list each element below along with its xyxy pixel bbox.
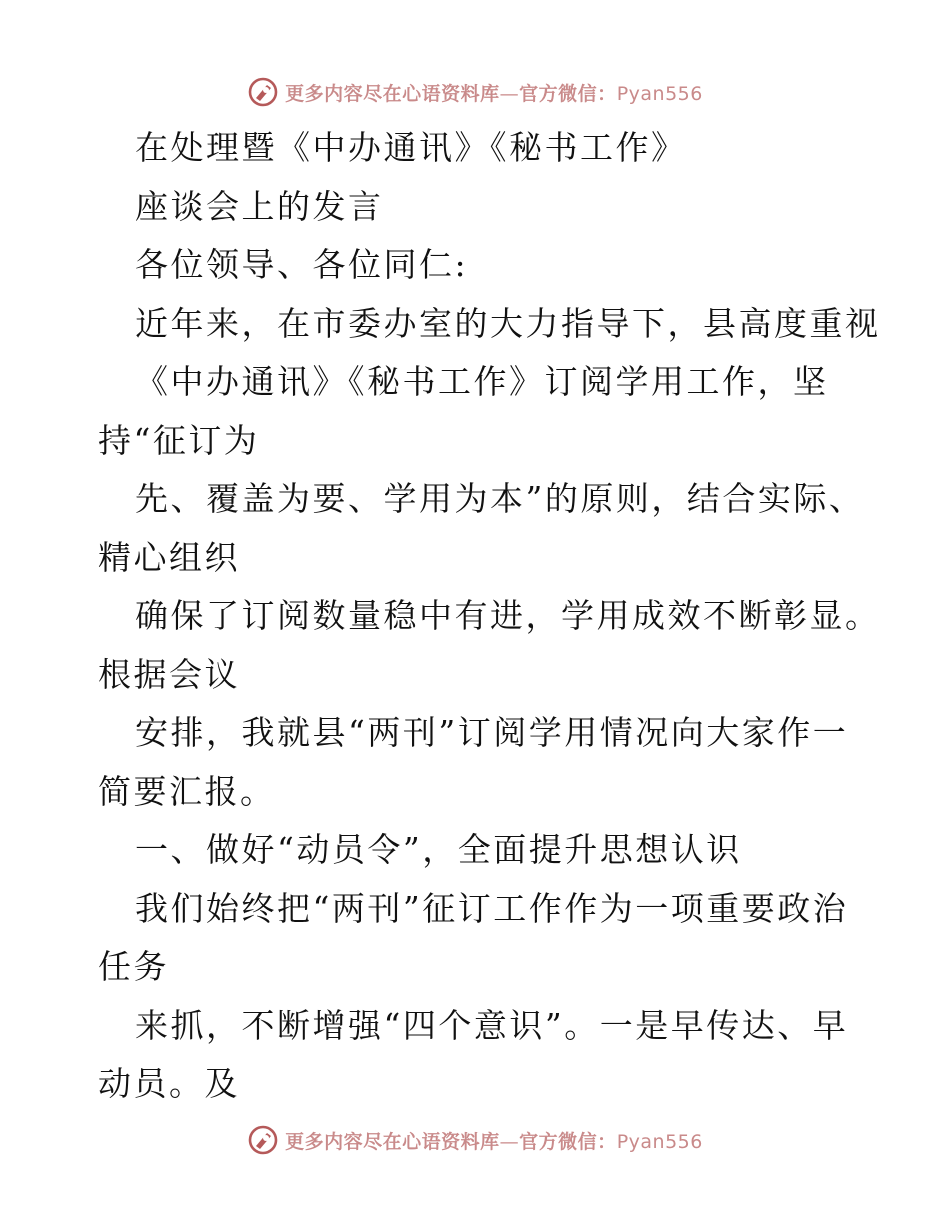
banner-wechat-id: Pyan556: [616, 82, 703, 105]
text-line: 《中办通讯》《秘书工作》订阅学用工作，坚: [135, 362, 829, 401]
text-line: 一、做好“动员令”，全面提升思想认识: [135, 830, 742, 869]
banner-main-text: 更多内容尽在心语资料库: [285, 1130, 500, 1153]
footer-banner: [0, 1120, 950, 1160]
header-banner: [0, 72, 950, 112]
text-line: 精心组织: [98, 537, 240, 577]
banner-separator: —: [499, 82, 520, 105]
text-line: 座谈会上的发言: [135, 186, 384, 226]
logo-icon: [247, 1124, 279, 1156]
banner-main-text: 更多内容尽在心语资料库: [285, 82, 500, 105]
text-line: 根据会议: [98, 654, 240, 694]
text-line: 先、覆盖为要、学用为本”的原则，结合实际、: [135, 479, 865, 518]
text-line: 任务: [98, 947, 169, 986]
document-body: [98, 119, 898, 1114]
text-line: 安排，我就县“两刊”订阅学用情况向大家作一: [135, 713, 849, 752]
text-line: 动员。及: [98, 1064, 240, 1103]
text-line: 持“征订为: [98, 420, 260, 460]
text-line: 近年来，在市委办室的大力指导下，县高度重视: [135, 303, 881, 343]
banner-wechat-label: 官方微信：: [519, 1130, 617, 1153]
banner-text: [285, 79, 703, 106]
text-line: 各位领导、各位同仁:: [135, 245, 469, 284]
banner-text: [285, 1127, 703, 1154]
text-line: 来抓，不断增强“四个意识”。一是早传达、早: [135, 1005, 849, 1045]
text-line: 在处理暨《中办通讯》《秘书工作》: [135, 128, 687, 167]
banner-wechat-id: Pyan556: [616, 1130, 703, 1153]
logo-icon: [247, 76, 279, 108]
text-line: 确保了订阅数量稳中有进，学用成效不断彰显。: [135, 596, 881, 635]
banner-separator: —: [499, 1130, 520, 1153]
text-line: 我们始终把“两刊”征订工作作为一项重要政治: [135, 888, 849, 928]
text-line: 简要汇报。: [98, 771, 276, 811]
banner-wechat-label: 官方微信：: [519, 82, 617, 105]
